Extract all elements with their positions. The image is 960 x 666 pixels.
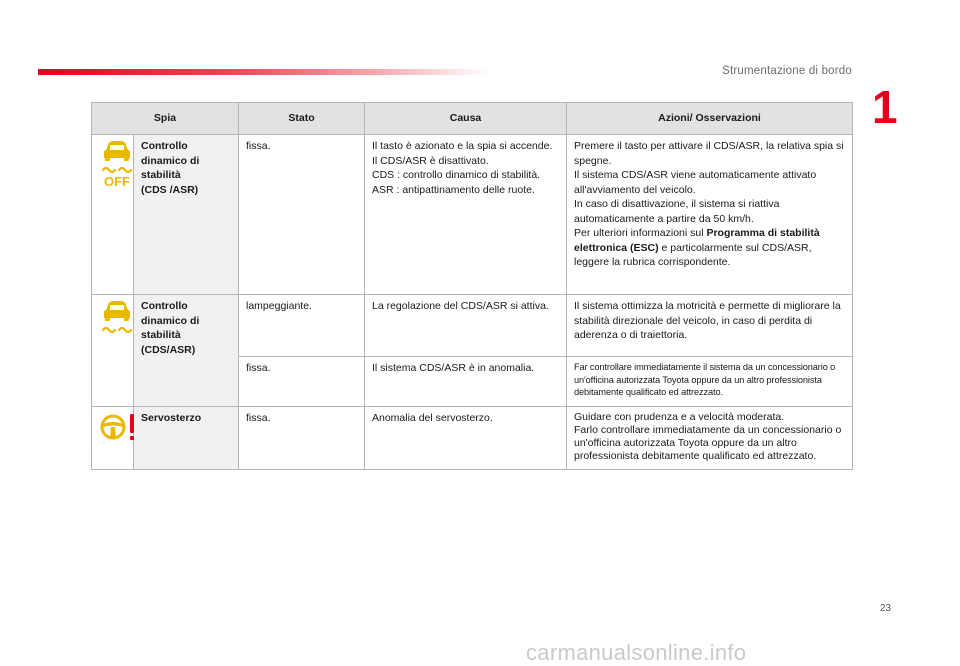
lamp-name: Controllo dinamico di stabilità (CDS/ASR) — [134, 295, 239, 407]
lamp-cell — [92, 135, 134, 295]
lamp-causa: La regolazione del CDS/ASR si attiva. — [365, 295, 567, 357]
lamp-name: Servosterzo — [134, 407, 239, 470]
warning-lamps-table — [91, 102, 853, 470]
section-title: Strumentazione di bordo — [722, 65, 852, 77]
lamp-stato: lampeggiante. — [239, 295, 365, 357]
lamp-causa: Il tasto è azionato e la spia si accende. Il CDS/ASR è disattivato. CDS : controllo dinamico di stabilità. ASR : antipattinamento delle ruote. — [365, 135, 567, 295]
chapter-number: 1 — [872, 81, 898, 133]
header-spia: Spia — [92, 103, 239, 135]
lamp-cell — [92, 295, 134, 407]
table-row — [92, 135, 853, 295]
lamp-stato: fissa. — [239, 357, 365, 407]
lamp-azioni: Premere il tasto per attivare il CDS/ASR, la relativa spia si spegne. Il sistema CDS/ASR viene automaticamente attivato all'avviamento del veicolo. In caso di disattivazione, il sistema si riattiva automaticamente a partire da 50 km/h. Per ulteriori informazioni sul Programma di stabilità elettronica (ESC) e particolarmente sul CDS/ASR, leggere la rubrica corrispondente. — [567, 135, 853, 295]
header-causa: Causa — [365, 103, 567, 135]
lamp-stato: fissa. — [239, 407, 365, 470]
stability-control-off-icon — [99, 139, 135, 187]
lamp-stato: fissa. — [239, 135, 365, 295]
lamp-azioni: Guidare con prudenza e a velocità moderata. Farlo controllare immediatamente da un concessionario o un'officina autorizzata Toyota oppure da un altro professionista debitamente qualificato ed attrezzato. — [567, 407, 853, 470]
table-header-row — [92, 103, 853, 135]
table-row — [92, 407, 853, 470]
page-number: 23 — [880, 603, 892, 614]
stability-control-icon — [99, 299, 135, 335]
power-steering-warning-icon — [99, 411, 139, 445]
lamp-causa: Il sistema CDS/ASR è in anomalia. — [365, 357, 567, 407]
table-row — [92, 295, 853, 357]
lamp-name: Controllo dinamico di stabilità (CDS /ASR) — [134, 135, 239, 295]
lamp-cell — [92, 407, 134, 470]
lamp-causa: Anomalia del servosterzo. — [365, 407, 567, 470]
watermark: carmanualsonline.info — [526, 640, 747, 665]
header-red-bar — [38, 69, 488, 75]
lamp-azioni: Il sistema ottimizza la motricità e permette di migliorare la stabilità direzionale del veicolo, in caso di perdita di aderenza o di traiettoria. — [567, 295, 853, 357]
esc-reference: Programma di stabilità elettronica (ESC) — [574, 227, 820, 254]
svg-text:OFF: OFF — [104, 174, 130, 187]
header-azioni: Azioni/ Osservazioni — [567, 103, 853, 135]
lamp-azioni: Far controllare immediatamente il sistema da un concessionario o un'officina autorizzata Toyota oppure da un altro professionista debitamente qualificato ed attrezzato. — [567, 357, 853, 407]
header-stato: Stato — [239, 103, 365, 135]
